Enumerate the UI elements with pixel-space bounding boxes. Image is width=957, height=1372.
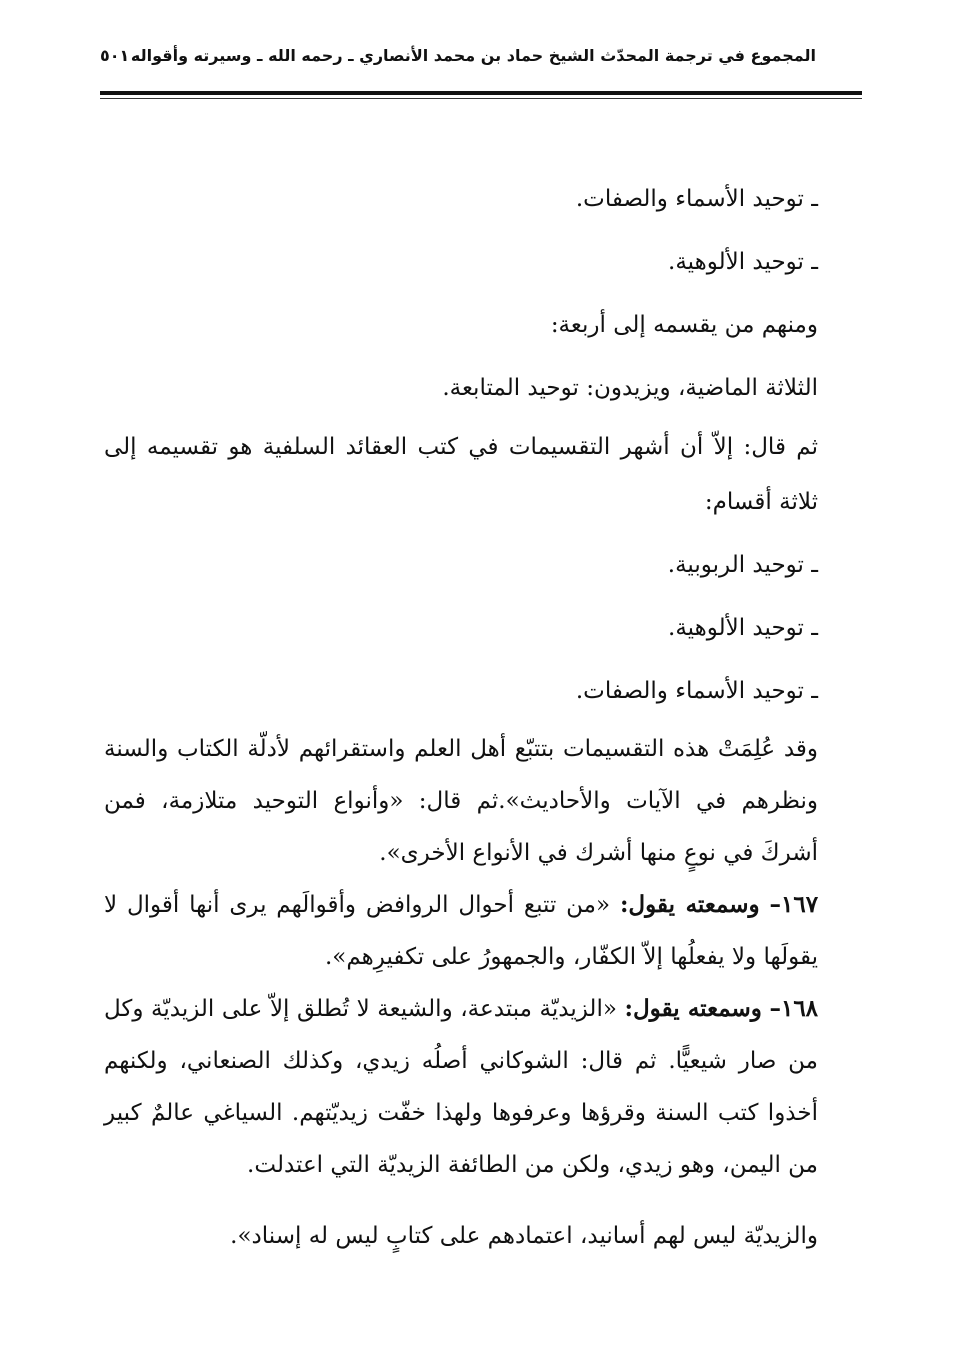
header-rule-thin [100,98,862,99]
item-speaker: وسمعته يقول: [624,995,762,1022]
header-title: المجموع في ترجمة المحدّث الشيخ حماد بن محمد الأنصاري ـ رحمه الله ـ وسيرته وأقواله [130,46,816,65]
text-line: الثلاثة الماضية، ويزيدون: توحيد المتابعة. [442,375,818,401]
item-text: «من تتبع أحوال الروافض وأقوالَهم يرى أنها أقوال لا يقولَها ولا يفعلُها إلاّ الكفّار، والجمهورُ على تكفيرِهم». [104,892,818,970]
numbered-item-168 [104,983,818,1191]
text-line: والزيديّة ليس لهم أسانيد، اعتمادهم على كتابٍ ليس له إسناد». [230,1223,818,1249]
header-rule-thick [100,91,862,95]
numbered-item-167 [104,879,818,983]
text-line: ـ توحيد الألوهية. [668,249,818,275]
paragraph: ثم قال: إلاّ أن أشهر التقسيمات في كتب العقائد السلفية هو تقسيمه إلى ثلاثة أقسام: [104,434,818,515]
text-line: ـ توحيد الربوبية. [667,552,818,578]
paragraph: وقد عُلِمَتْ هذه التقسيمات بتتبّع أهل العلم واستقرائهم لأدلّة الكتاب والسنة ونظرهم في الآيات والأحاديث».ثم قال: «وأنواع التوحيد متلازمة، فمن أشركَ في نوعٍ منها أشرك في الأنواع الأخرى». [104,736,818,866]
running-header [100,42,816,78]
text-line: ـ توحيد الأسماء والصفات. [575,678,818,704]
item-speaker: وسمعته يقول: [619,891,760,918]
item-number: ١٦٨– [769,995,819,1022]
body-text [104,168,818,1268]
item-number: ١٦٧– [769,891,819,918]
text-line: ـ توحيد الأسماء والصفات. [575,186,818,212]
page-number: ٥٠١ [100,46,130,65]
text-line: ومنهم من يقسمه إلى أربعة: [550,312,818,338]
text-line: ـ توحيد الألوهية. [668,615,818,641]
item-text: «الزيديّة مبتدعة، والشيعة لا تُطلق إلاّ على الزيديّة وكل من صار شيعيًّا. ثم قال: الشوكاني أصلُه زيدي، وكذلك الصنعاني، ولكنهم أخذوا كتب السنة وقرؤها وعرفوها ولهذا خفّت زيديّتهم. السياغي عالمٌ كبير من اليمن، وهو زيدي، ولكن من الطائفة الزيديّة التي اعتدلت. [104,996,818,1178]
